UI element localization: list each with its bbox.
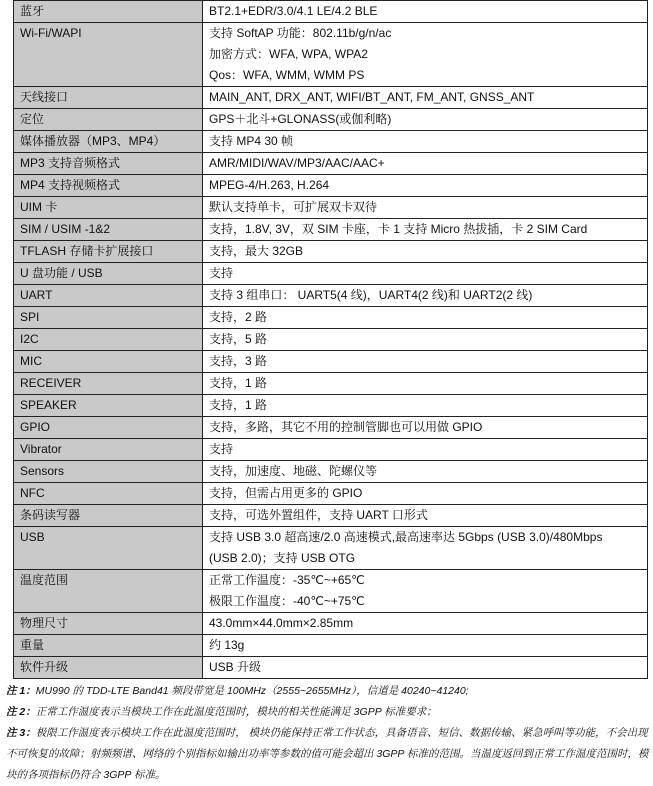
note-tag: 注 1： bbox=[6, 685, 36, 697]
spec-value-line: 支持，1.8V, 3V，双 SIM 卡座，卡 1 支持 Micro 热拔插，卡 2 SIM Card bbox=[209, 222, 588, 236]
spec-value-line: 支持，可选外置组件，支持 UART 口形式 bbox=[209, 508, 428, 522]
spec-value-line: (USB 2.0)；支持 USB OTG bbox=[209, 551, 356, 565]
table-row bbox=[14, 373, 648, 395]
table-row bbox=[14, 241, 648, 263]
spec-label: RECEIVER bbox=[14, 373, 203, 395]
spec-value-line: 支持，但需占用更多的 GPIO bbox=[209, 486, 363, 500]
spec-value bbox=[203, 657, 648, 679]
spec-value-line: 支持 3 组串口： UART5(4 线)，UART4(2 线)和 UART2(2 线) bbox=[209, 288, 533, 302]
spec-value-line: 支持，最大 32GB bbox=[209, 244, 304, 258]
spec-value bbox=[203, 329, 648, 351]
spec-value-line: AMR/MIDI/WAV/MP3/AAC/AAC+ bbox=[209, 156, 385, 170]
note bbox=[6, 681, 650, 702]
table-row bbox=[14, 461, 648, 483]
spec-label: MP3 支持音频格式 bbox=[14, 153, 203, 175]
spec-label: SIM / USIM -1&2 bbox=[14, 219, 203, 241]
spec-value bbox=[203, 483, 648, 505]
table-row bbox=[14, 417, 648, 439]
spec-value-line: 正常工作温度：-35℃~+65℃ bbox=[209, 573, 365, 587]
spec-value bbox=[203, 395, 648, 417]
spec-label: TFLASH 存储卡扩展接口 bbox=[14, 241, 203, 263]
spec-value bbox=[203, 219, 648, 241]
spec-value bbox=[203, 373, 648, 395]
spec-value-line: Qos：WFA, WMM, WMM PS bbox=[209, 68, 365, 82]
spec-value bbox=[203, 285, 648, 307]
table-row bbox=[14, 657, 648, 679]
spec-value bbox=[203, 635, 648, 657]
spec-value bbox=[203, 417, 648, 439]
spec-value bbox=[203, 461, 648, 483]
spec-label: 软件升级 bbox=[14, 657, 203, 679]
note-tag: 注 3： bbox=[6, 727, 36, 739]
spec-value bbox=[203, 197, 648, 219]
table-row bbox=[14, 219, 648, 241]
spec-value-line: 默认支持单卡，可扩展双卡双待 bbox=[209, 200, 378, 214]
spec-label: 温度范围 bbox=[14, 570, 203, 613]
table-row bbox=[14, 395, 648, 417]
spec-label: SPI bbox=[14, 307, 203, 329]
spec-value-line: 支持，多路，其它不用的控制管脚也可以用做 GPIO bbox=[209, 420, 483, 434]
spec-value-line: 支持 USB 3.0 超高速/2.0 高速模式,最高速率达 5Gbps (USB 3.0)/480Mbps bbox=[209, 530, 603, 544]
spec-value bbox=[203, 23, 648, 87]
table-row bbox=[14, 635, 648, 657]
spec-label: USB bbox=[14, 527, 203, 570]
spec-label: 天线接口 bbox=[14, 87, 203, 109]
note-text: MU990 的 TDD-LTE Band41 频段带宽是 100MHz（2555~2655MHz），信道是 40240~41240; bbox=[35, 685, 469, 697]
spec-label: NFC bbox=[14, 483, 203, 505]
spec-value bbox=[203, 87, 648, 109]
spec-value bbox=[203, 263, 648, 285]
table-row bbox=[14, 351, 648, 373]
spec-label: GPIO bbox=[14, 417, 203, 439]
spec-value bbox=[203, 153, 648, 175]
spec-label: UART bbox=[14, 285, 203, 307]
table-row bbox=[14, 175, 648, 197]
spec-label: 定位 bbox=[14, 109, 203, 131]
spec-value bbox=[203, 307, 648, 329]
notes bbox=[6, 681, 650, 786]
spec-value bbox=[203, 109, 648, 131]
spec-value-line: MPEG-4/H.263, H.264 bbox=[209, 178, 330, 192]
table-row bbox=[14, 570, 648, 613]
spec-value-line: BT2.1+EDR/3.0/4.1 LE/4.2 BLE bbox=[209, 4, 378, 18]
spec-table bbox=[13, 0, 648, 679]
spec-label: Vibrator bbox=[14, 439, 203, 461]
spec-value bbox=[203, 175, 648, 197]
spec-value-line: MAIN_ANT, DRX_ANT, WIFI/BT_ANT, FM_ANT, GNSS_ANT bbox=[209, 90, 535, 104]
spec-value-line: 支持，2 路 bbox=[209, 310, 268, 324]
table-row bbox=[14, 613, 648, 635]
spec-value-line: 约 13g bbox=[209, 638, 245, 652]
spec-value-line: 支持，加速度、地磁、陀螺仪等 bbox=[209, 464, 378, 478]
spec-label: MIC bbox=[14, 351, 203, 373]
table-row bbox=[14, 23, 648, 87]
spec-value bbox=[203, 131, 648, 153]
note-text: 极限工作温度表示模块工作在此温度范围时， 模块仍能保持正常工作状态，具备语音、短信、数据传输、紧急呼叫等功能，不会出现不可恢复的故障；射频频谱、网络的个别指标如输出功率等参数的值可能会超出 3GPP 标准的范围。当温度返回到正常工作温度范围时，模块的各项指标仍符合 3GPP 标准。 bbox=[6, 727, 649, 781]
spec-label: 媒体播放器（MP3、MP4） bbox=[14, 131, 203, 153]
spec-label: 重量 bbox=[14, 635, 203, 657]
spec-value-line: 极限工作温度：-40℃~+75℃ bbox=[209, 594, 365, 608]
note bbox=[6, 702, 650, 723]
table-row bbox=[14, 131, 648, 153]
spec-value-line: 支持，5 路 bbox=[209, 332, 268, 346]
spec-label: MP4 支持视频格式 bbox=[14, 175, 203, 197]
spec-value-line: 43.0mm×44.0mm×2.85mm bbox=[209, 616, 354, 630]
spec-value-line: 支持 bbox=[209, 442, 234, 456]
note-tag: 注 2： bbox=[6, 706, 36, 718]
spec-label: UIM 卡 bbox=[14, 197, 203, 219]
spec-value-line: 支持 SoftAP 功能：802.11b/g/n/ac bbox=[209, 26, 392, 40]
spec-value-line: USB 升级 bbox=[209, 660, 262, 674]
spec-value bbox=[203, 351, 648, 373]
table-row bbox=[14, 109, 648, 131]
spec-label: Wi-Fi/WAPI bbox=[14, 23, 203, 87]
spec-label: I2C bbox=[14, 329, 203, 351]
spec-value-line: 加密方式：WFA, WPA, WPA2 bbox=[209, 47, 368, 61]
spec-value-line: 支持，1 路 bbox=[209, 376, 268, 390]
spec-label: 物理尺寸 bbox=[14, 613, 203, 635]
table-row bbox=[14, 505, 648, 527]
table-row bbox=[14, 153, 648, 175]
spec-label: U 盘功能 / USB bbox=[14, 263, 203, 285]
table-row bbox=[14, 483, 648, 505]
spec-value-line: GPS＋北斗+GLONASS(或伽利略) bbox=[209, 112, 392, 126]
spec-value bbox=[203, 439, 648, 461]
note bbox=[6, 723, 650, 786]
spec-value bbox=[203, 505, 648, 527]
spec-label: 蓝牙 bbox=[14, 1, 203, 23]
spec-value-line: 支持 bbox=[209, 266, 234, 280]
note-text: 正常工作温度表示当模块工作在此温度范围时，模块的相关性能满足 3GPP 标准要求； bbox=[35, 706, 437, 718]
spec-label: Sensors bbox=[14, 461, 203, 483]
spec-value-line: 支持 MP4 30 帧 bbox=[209, 134, 294, 148]
spec-value bbox=[203, 1, 648, 23]
spec-value-line: 支持，3 路 bbox=[209, 354, 268, 368]
table-row bbox=[14, 307, 648, 329]
spec-value-line: 支持，1 路 bbox=[209, 398, 268, 412]
spec-label: 条码读写器 bbox=[14, 505, 203, 527]
table-row bbox=[14, 329, 648, 351]
spec-value bbox=[203, 527, 648, 570]
table-row bbox=[14, 87, 648, 109]
table-row bbox=[14, 1, 648, 23]
table-row bbox=[14, 439, 648, 461]
table-row bbox=[14, 285, 648, 307]
spec-value bbox=[203, 241, 648, 263]
spec-value bbox=[203, 570, 648, 613]
table-row bbox=[14, 197, 648, 219]
table-row bbox=[14, 263, 648, 285]
spec-value bbox=[203, 613, 648, 635]
table-row bbox=[14, 527, 648, 570]
spec-label: SPEAKER bbox=[14, 395, 203, 417]
